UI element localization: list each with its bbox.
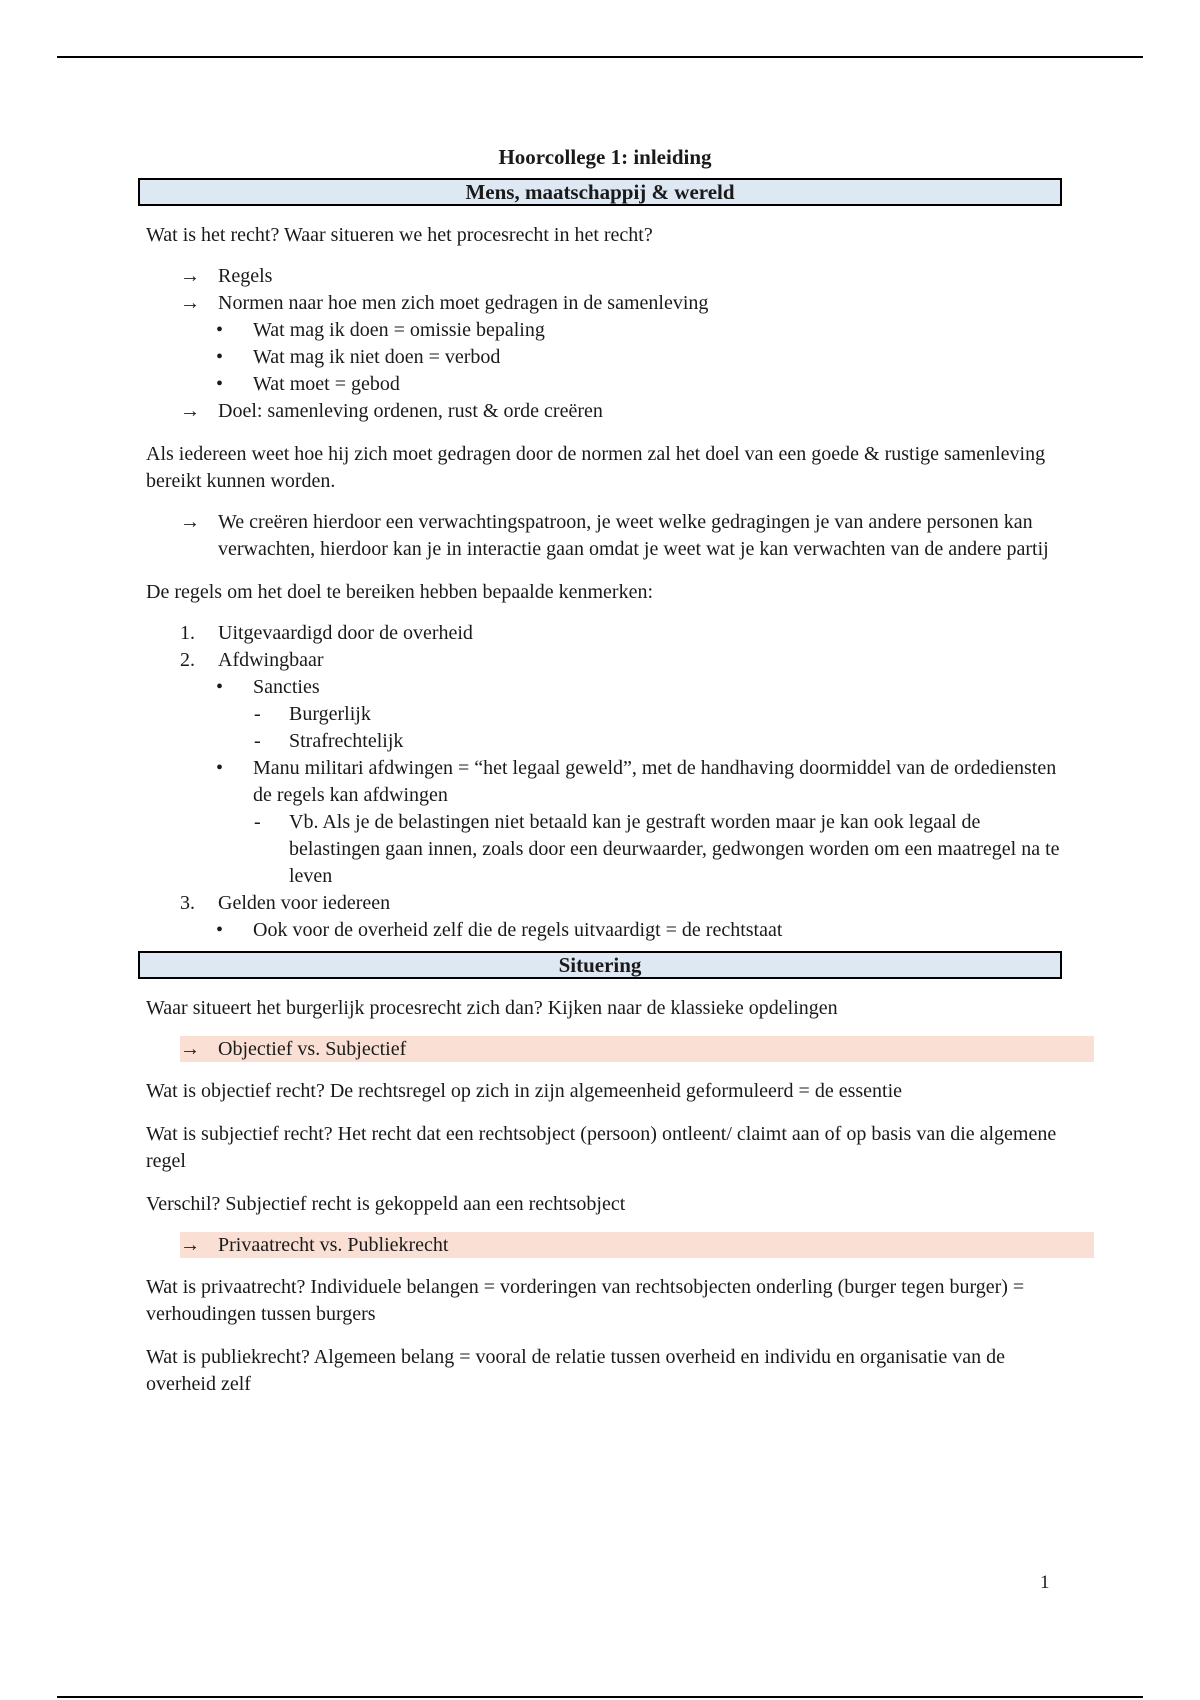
section-heading-situering: Situering: [138, 951, 1062, 979]
list-number: 2.: [180, 649, 195, 671]
arrow-list-rules: [146, 263, 1064, 425]
list-item: [146, 263, 1064, 290]
list-number: 3.: [180, 892, 195, 914]
arrow-icon: →: [180, 400, 200, 422]
bullet-icon: •: [216, 346, 224, 368]
highlight-objectief-subjectief: [180, 1036, 1094, 1062]
highlight-privaat-publiek: [180, 1232, 1094, 1258]
list-item: [146, 509, 1064, 563]
list-item-text: Wat mag ik niet doen = verbod: [253, 346, 501, 368]
list-item: [146, 371, 1064, 398]
page-number: 1: [1040, 1572, 1050, 1593]
list-item: [146, 317, 1064, 344]
list-item-text: Burgerlijk: [289, 703, 371, 725]
list-item-text: Wat mag ik doen = omissie bepaling: [253, 319, 545, 341]
dash-icon: -: [254, 811, 261, 833]
list-item: [146, 290, 1064, 317]
list-item: [146, 398, 1064, 425]
paragraph-subjectief: Wat is subjectief recht? Het recht dat een rechtsobject (persoon) ontleent/ claimt aan of op basis van die algemene regel: [146, 1123, 1057, 1172]
arrow-icon: →: [180, 292, 200, 314]
bullet-icon: •: [216, 757, 224, 779]
dash-icon: -: [254, 703, 261, 725]
document-title: Hoorcollege 1: inleiding: [498, 145, 712, 169]
document-body: [146, 144, 1064, 1398]
header-rule: [57, 56, 1143, 58]
list-item-text: Manu militari afdwingen = “het legaal geweld”, met de handhaving doormiddel van de ordediensten de regels kan afdwingen: [253, 757, 1057, 806]
list-item: [146, 890, 1064, 917]
list-item: [146, 755, 1064, 809]
arrow-icon: →: [180, 265, 200, 287]
section-heading-mens: Mens, maatschappij & wereld: [138, 178, 1062, 206]
list-item: [146, 728, 1064, 755]
list-item: [146, 344, 1064, 371]
paragraph-norms: Als iedereen weet hoe hij zich moet gedragen door de normen zal het doel van een goede & rustige samenleving bereikt kunnen worden.: [146, 443, 1046, 492]
paragraph-situering-intro: Waar situeert het burgerlijk procesrecht zich dan? Kijken naar de klassieke opdelingen: [146, 997, 838, 1019]
arrow-icon: →: [180, 1234, 200, 1256]
list-number: 1.: [180, 622, 195, 644]
paragraph-privaatrecht: Wat is privaatrecht? Individuele belangen = vorderingen van rechtsobjecten onderling (burger tegen burger) = verhoudingen tussen burgers: [146, 1276, 1025, 1325]
paragraph-verschil: Verschil? Subjectief recht is gekoppeld aan een rechtsobject: [146, 1193, 626, 1215]
list-item: [146, 809, 1064, 890]
highlight-text: Objectief vs. Subjectief: [218, 1038, 407, 1060]
numbered-list-characteristics: [146, 620, 1064, 944]
list-item: [146, 701, 1064, 728]
list-item-text: Wat moet = gebod: [253, 373, 400, 395]
arrow-icon: →: [180, 511, 200, 533]
list-item: [146, 620, 1064, 647]
dash-icon: -: [254, 730, 261, 752]
list-item: [146, 674, 1064, 701]
list-item-text: Strafrechtelijk: [289, 730, 404, 752]
list-item-text: Normen naar hoe men zich moet gedragen in de samenleving: [218, 292, 709, 314]
list-item-text: Afdwingbaar: [218, 649, 324, 671]
paragraph-publiekrecht: Wat is publiekrecht? Algemeen belang = vooral de relatie tussen overheid en individu en organisatie van de overheid zelf: [146, 1346, 1006, 1395]
list-item-text: Uitgevaardigd door de overheid: [218, 622, 473, 644]
bullet-icon: •: [216, 676, 224, 698]
list-item-text: Ook voor de overheid zelf die de regels uitvaardigt = de rechtstaat: [253, 919, 783, 941]
paragraph-question: Wat is het recht? Waar situeren we het procesrecht in het recht?: [146, 224, 653, 246]
list-item-text: Regels: [218, 265, 273, 287]
list-item-text: Vb. Als je de belastingen niet betaald kan je gestraft worden maar je kan ook legaal de belastingen gaan innen, zoals door een deurwaarder, gedwongen worden om een maatregel na te leven: [289, 811, 1060, 887]
paragraph-objectief: Wat is objectief recht? De rechtsregel op zich in zijn algemeenheid geformuleerd = de essentie: [146, 1080, 903, 1102]
list-item-text: Sancties: [253, 676, 320, 698]
bullet-icon: •: [216, 919, 224, 941]
arrow-list-expectations: [146, 509, 1064, 563]
paragraph-characteristics: De regels om het doel te bereiken hebben bepaalde kenmerken:: [146, 581, 654, 603]
list-item: [146, 647, 1064, 674]
highlight-text: Privaatrecht vs. Publiekrecht: [218, 1234, 449, 1256]
list-item: [146, 917, 1064, 944]
list-item-text: We creëren hierdoor een verwachtingspatroon, je weet welke gedragingen je van andere personen kan verwachten, hierdoor kan je in interactie gaan omdat je weet wat je kan verwachten van de andere partij: [218, 511, 1049, 560]
bullet-icon: •: [216, 319, 224, 341]
list-item-text: Gelden voor iedereen: [218, 892, 391, 914]
list-item-text: Doel: samenleving ordenen, rust & orde creëren: [218, 400, 603, 422]
arrow-icon: →: [180, 1038, 200, 1060]
bullet-icon: •: [216, 373, 224, 395]
footer-rule: [57, 1696, 1143, 1698]
